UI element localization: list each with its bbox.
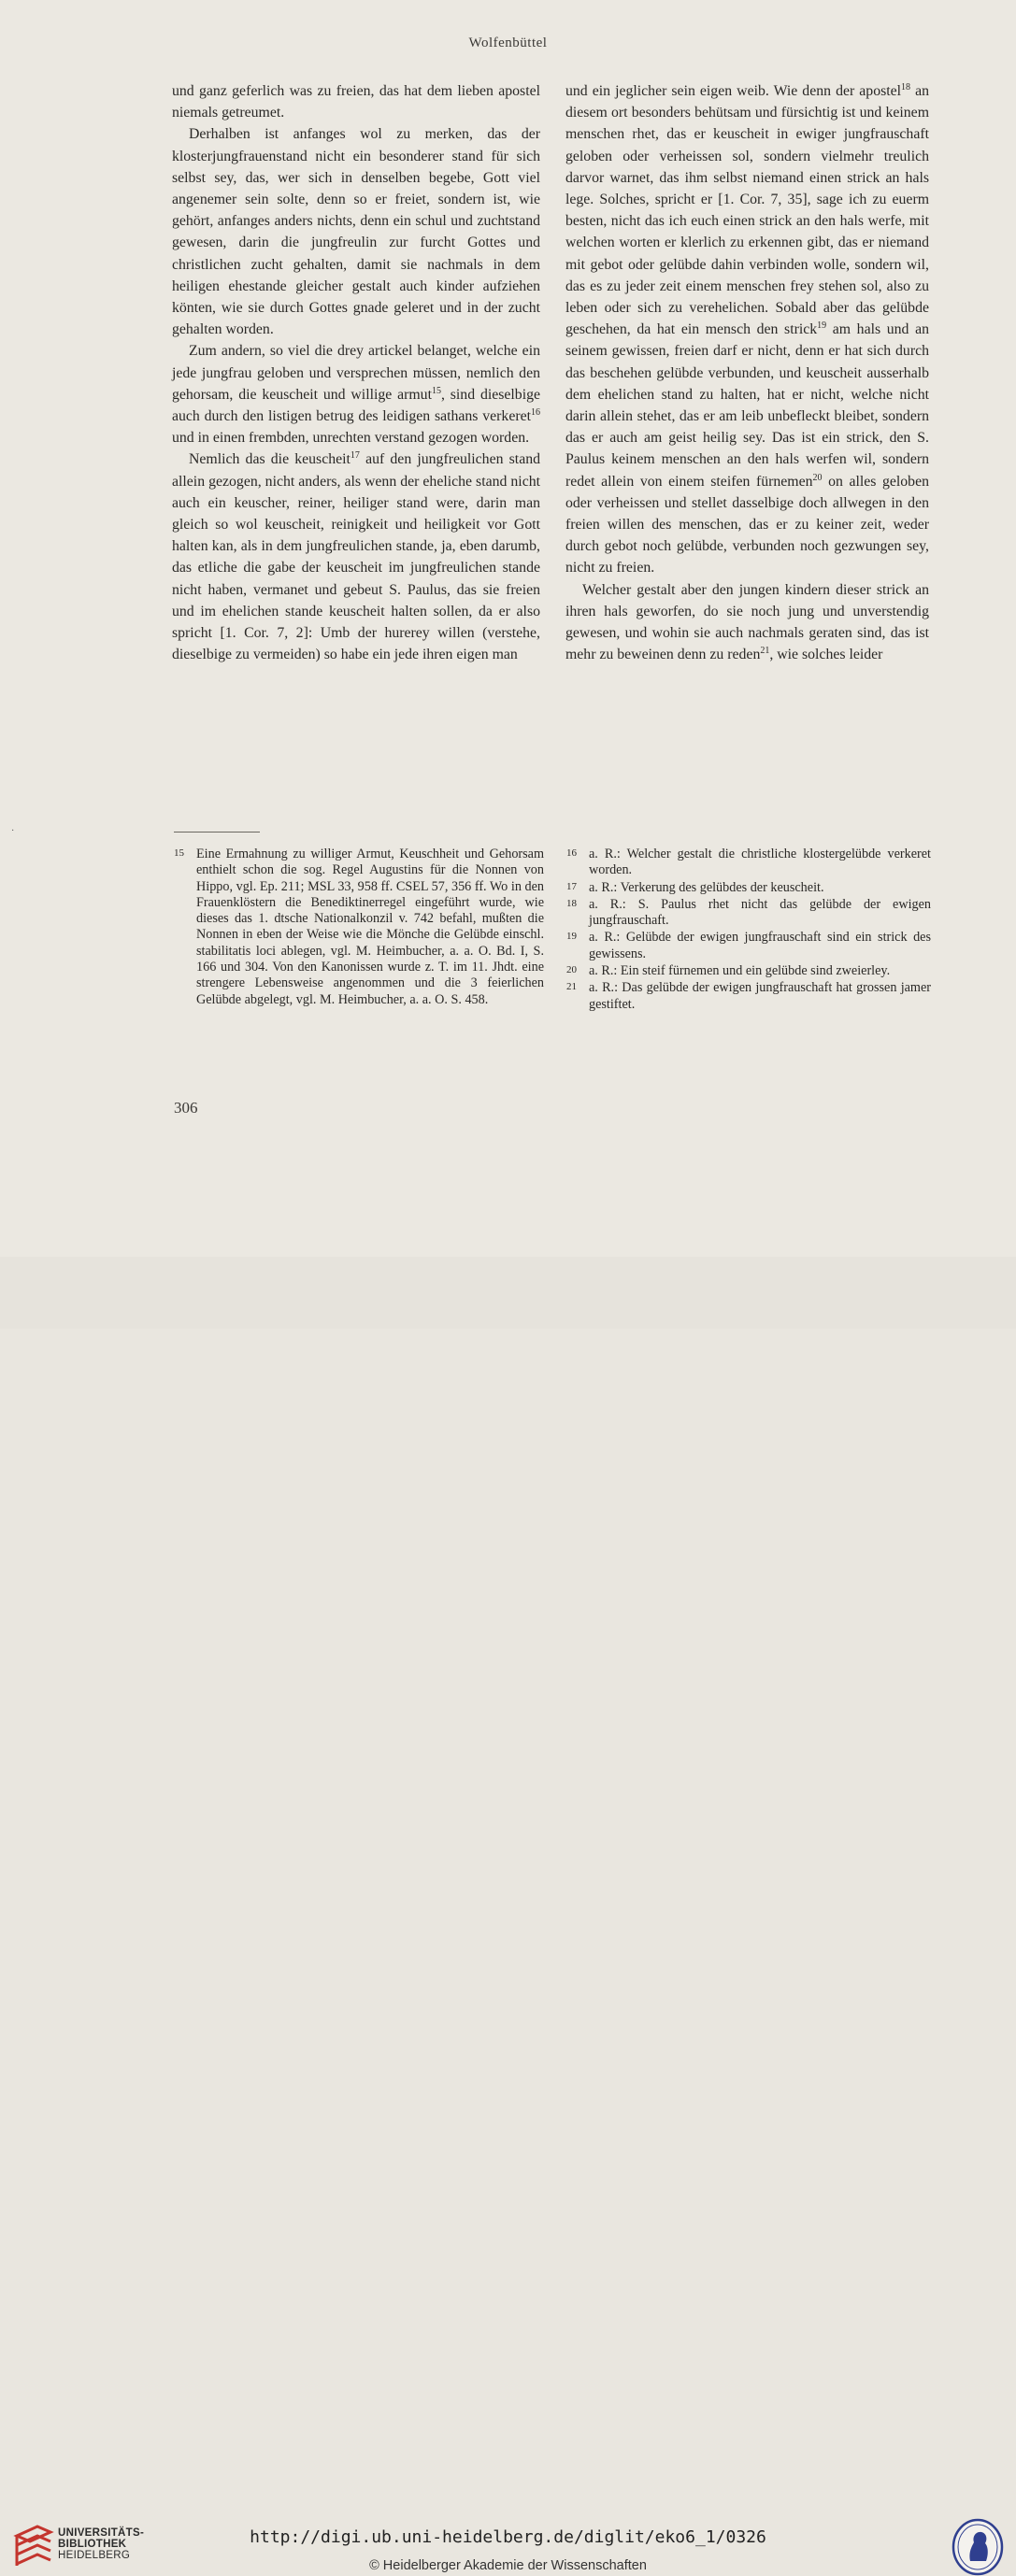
footnote-text: a. R.: Das gelübde der ewigen jungfrauschaft hat grossen jamer gestiftet.	[589, 980, 931, 1012]
paragraph-text: Derhalben ist anfanges wol zu merken, das der klosterjungfrauenstand nicht ein besonderer stand für sich selbst sey, das, wer sich in denselben begebe, Gott viel angenemer sein solte, denn so er freiet, sondern ist, wie gehört, anfanges anders nichts, denn ein schul und zuchtstand gewesen, darin die jungfreulin zur furcht Gottes und christlichen zucht gehalten, damit sie nachmals in dem heiligen ehestande gleicher gestalt auch kinder aufziehen könten, wie sie durch Gottes gnade geleret und in der zucht gehalten worden.	[172, 126, 540, 338]
paragraph-text: on alles geloben oder verheissen und stellet dasselbige doch allwegen in den freien willen des menschen, das er zu keiner zeit, weder durch gebot noch gelübde, verbunden noch gezwungen sey, nicht zu freien.	[565, 473, 929, 576]
footnote-text: a. R.: Ein steif fürnemen und ein gelübde sind zweierley.	[589, 963, 891, 979]
paragraph	[565, 80, 929, 579]
library-name-line1: UNIVERSITÄTS-	[58, 2527, 145, 2539]
footnote-marker: 15	[431, 385, 441, 396]
footnote	[566, 847, 931, 879]
paragraph	[565, 579, 929, 666]
paragraph-text: , wie solches leider	[769, 647, 883, 663]
scan-speck: ·	[11, 826, 15, 836]
footnote-marker: 18	[901, 82, 911, 93]
footnote-marker: 19	[817, 320, 827, 332]
paragraph-text: , sind dieselbige auch durch den listigen betrug des leidigen sathans verkeret	[172, 386, 540, 425]
footnote-text: a. R.: S. Paulus rhet nicht das gelübde der ewigen jungfrauschaft.	[589, 896, 931, 929]
paragraph-text: und in einen frembden, unrechten verstand gezogen worden.	[172, 430, 530, 447]
text-column-left	[172, 80, 540, 665]
footnote-number: 21	[566, 981, 577, 993]
paragraph	[172, 123, 540, 340]
running-head: Wolfenbüttel	[468, 36, 548, 50]
footnote-marker: 16	[531, 407, 540, 419]
footnote-text: Eine Ermahnung zu williger Armut, Keuschheit und Gehorsam enthielt schon die sog. Regel Augustins für die Nonnen von Hippo, vgl. Ep. 211; MSL 33, 958 ff. CSEL 57, 356 ff. Wo in den Frauenklöstern die Benediktinerregel eingeführt wurde, wie dieses das 1. dtsche Nationalkonzil v. 742 befahl, mußten die Nonnen in eben der Weise wie die Mönche die Gelübde einschl. stabilitatis loci ablegen, vgl. M. Heimbucher, a. a. O. Bd. I, S. 166 und 304. Von den Kanonissen wurde z. T. im 11. Jhdt. eine strengere Lebensweise angenommen und die 3 feierlichen Gelübde abgelegt, vgl. M. Heimbucher, a. a. O. S. 458.	[196, 847, 544, 1007]
footnote	[566, 963, 931, 979]
footnote	[566, 880, 931, 896]
footnotes-left	[174, 847, 544, 1009]
paragraph-text: auf den jungfreulichen stand allein gezogen, nicht anders, als wenn der eheliche stand nicht auch ein keuscher, reiner, heiliger stand were, darin man gleich so wol keuscheit, reinigkeit und heiligkeit vor Gott halten kan, als in dem jungfreulichen stande, ja, eben darumb, das etliche die gabe der keuscheit im jungfreulichen stande nicht haben, vermanet und gebeut S. Paulus, das sie freien und im ehelichen stande keuscheit halten sollen, da er also spricht [1. Cor. 7, 2]: Umb der hurerey willen (verstehe, dieselbige zu vermeiden) so habe ein jede ihren eigen man	[172, 451, 540, 663]
page-number: 306	[174, 1099, 198, 1117]
footnotes-right	[566, 847, 931, 1014]
footnote-number: 19	[566, 931, 577, 943]
library-name-line3: HEIDELBERG	[58, 2550, 131, 2561]
footnote-number: 15	[174, 847, 184, 859]
library-name-line2: BIBLIOTHEK	[58, 2539, 127, 2550]
paragraph-text: und ganz geferlich was zu freien, das hat dem lieben apostel niemals getreumet.	[172, 83, 540, 121]
paragraph-text: Zum andern, so viel die drey artickel belanget, welche ein jede jungfrau geloben und versprechen müssen, nemlich den gehorsam, die keuscheit und willige armut	[172, 343, 540, 403]
footnote-text: a. R.: Gelübde der ewigen jungfrauschaft sind ein strick des gewissens.	[589, 930, 931, 961]
paragraph-text: Nemlich das die keuscheit	[189, 451, 351, 468]
footnote	[566, 897, 931, 930]
paragraph	[172, 448, 540, 665]
footnote-marker: 21	[760, 646, 770, 657]
paragraph-text: und ein jeglicher sein eigen weib. Wie denn der apostel	[565, 83, 902, 99]
paragraph	[172, 340, 540, 448]
footnote-divider	[174, 832, 260, 833]
footnote-number: 20	[566, 964, 577, 976]
paragraph-text: Welcher gestalt aber den jungen kindern dieser strick an ihren hals geworfen, do sie noch jung und unverstendig gewesen, und wohin sie auch nachmals geraten sind, das ist mehr zu beweinen denn zu reden	[565, 581, 929, 663]
paragraph-text: am hals und an seinem gewissen, freien darf er nicht, denn er hat sich durch das beschehen gelübde verbunden, und keuscheit ausserhalb dem ehelichen stand zu halten, hat er nicht, welche nicht darin allein stehet, das er am leib unbefleckt bleibet, sondern das er auch am geist heilig sey. Das ist ein strick, den S. Paulus keinem menschen an den hals werfen wil, sondern redet allein von einem steifen fürnemen	[565, 321, 929, 490]
footnote-number: 17	[566, 880, 577, 892]
book-page	[0, 0, 1016, 1257]
permalink-url[interactable]: http://digi.ub.uni-heidelberg.de/diglit/eko6_1/0326	[250, 2527, 766, 2547]
academy-seal-icon[interactable]	[952, 2518, 1004, 2576]
copyright-notice: © Heidelberger Akademie der Wissenschaften	[369, 2558, 647, 2573]
text-column-right	[565, 80, 929, 665]
footnote	[174, 847, 544, 1008]
paragraph	[172, 80, 540, 123]
footnote-marker: 17	[350, 450, 360, 462]
viewer-footer	[0, 1257, 1016, 2573]
footnote-marker: 20	[812, 472, 823, 483]
footnote-text: a. R.: Verkerung des gelübdes der keuscheit.	[589, 879, 824, 895]
footnote-number: 18	[566, 897, 577, 909]
footnote	[566, 930, 931, 962]
paragraph-text: an diesem ort besonders behütsam und fürsichtig ist und keinem menschen rhet, das er keuscheit in ewiger jungfrauschaft geloben oder verheissen sol, sondern vielmehr treulich darvor warnet, das ihm selbst niemand einen strick an hals lege. Solches, spricht er [1. Cor. 7, 35], sage ich zu euerm besten, nicht das ich euch einen strick an den hals werfe, mit welchen worten er klerlich zu erkennen gibt, das er niemand mit gebot oder gelübde dahin verbinden wolle, sondern wil, das es zu jeder zeit einem menschen frey stehen sol, also zu leben oder sich zu verehelichen. Sobald aber das gelübde geschehen, da hat ein mensch den strick	[565, 83, 930, 338]
footnote-text: a. R.: Welcher gestalt die christliche klostergelübde verkeret worden.	[589, 847, 931, 878]
footnote	[566, 980, 931, 1013]
footnote-number: 16	[566, 847, 577, 859]
